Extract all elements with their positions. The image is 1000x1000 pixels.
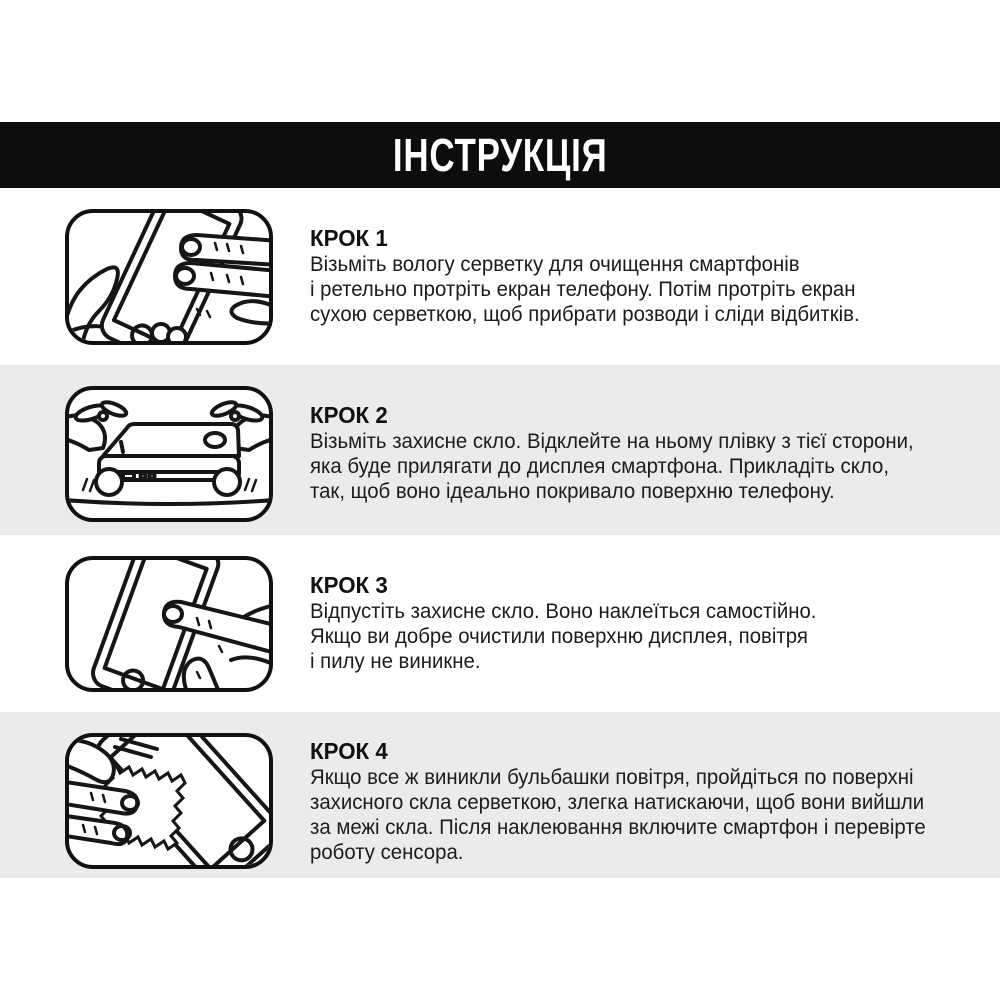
step-2-line: Візьміть захисне скло. Відклейте на ньому плівку з тієї сторони,	[310, 430, 914, 453]
step-3-section	[0, 535, 1000, 712]
step-4-line: захисного скла серветкою, злегка натискаючи, щоб вони вийшли	[310, 791, 925, 814]
step-3-line: Відпустіть захисне скло. Воно наклеїться самостійно.	[310, 600, 817, 623]
hands-wiping-phone-icon	[69, 213, 269, 341]
step-4-illustration-box	[65, 733, 273, 869]
cloth-wiping-bubbles-icon	[69, 737, 269, 865]
step-1-illustration-box	[65, 209, 273, 345]
top-whitespace	[0, 0, 1000, 122]
step-1-line: Візьміть вологу серветку для очищення смартфонів	[310, 253, 800, 276]
step-3-text	[310, 535, 816, 674]
step-1-text	[310, 188, 860, 327]
step-3-heading: КРОК 3	[310, 572, 388, 598]
aligning-glass-two-hands-icon	[69, 390, 269, 518]
step-4-heading: КРОК 4	[310, 738, 388, 764]
step-1-section	[0, 188, 1000, 365]
step-2-line: так, щоб воно ідеально покривало поверхню телефону.	[310, 480, 835, 503]
step-3-line: Якщо ви добре очистили поверхню дисплея, повітря	[310, 625, 808, 648]
finger-pressing-screen-icon	[69, 560, 269, 688]
step-2-heading: КРОК 2	[310, 402, 388, 428]
page-title: ІНСТРУКЦІЯ	[392, 129, 608, 181]
step-2-section	[0, 365, 1000, 535]
step-2-illustration-box	[65, 386, 273, 522]
step-4-line: Якщо все ж виникли бульбашки повітря, пройдіться по поверхні	[310, 766, 914, 789]
step-4-text	[310, 712, 926, 865]
step-1-line: сухою серветкою, щоб прибрати розводи і сліди відбитків.	[310, 303, 860, 326]
step-4-line: за межі скла. Після наклеювання включите смартфон і перевірте	[310, 816, 926, 839]
step-1-line: і ретельно протріть екран телефону. Потім протріть екран	[310, 278, 856, 301]
step-3-line: і пилу не виникне.	[310, 650, 481, 673]
step-2-text	[310, 365, 914, 504]
step-4-section	[0, 712, 1000, 878]
step-2-line: яка буде прилягати до дисплея смартфона. Прикладіть скло,	[310, 455, 889, 478]
step-1-heading: КРОК 1	[310, 225, 388, 251]
step-4-line: роботу сенсора.	[310, 841, 464, 864]
step-3-illustration-box	[65, 556, 273, 692]
header-bar	[0, 122, 1000, 188]
